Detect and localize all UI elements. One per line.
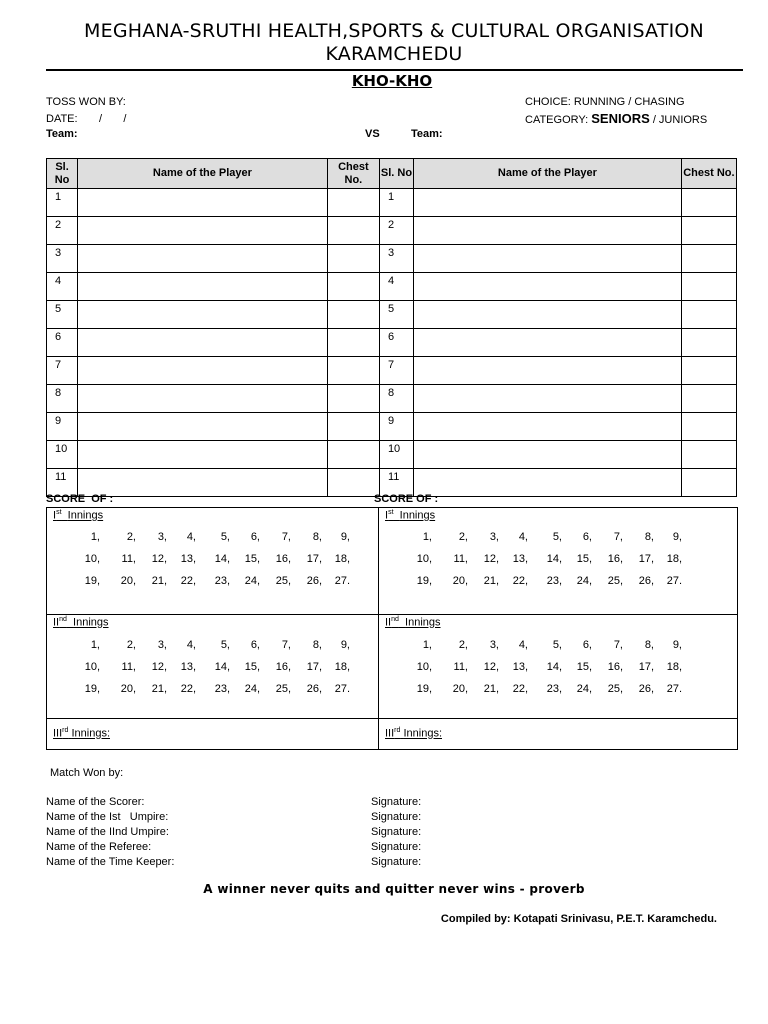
player-name-right-cell[interactable] [414,357,682,385]
player-name-left-cell[interactable] [78,189,328,217]
first-innings-left-score-number[interactable]: 21, [151,575,167,587]
first-innings-left-score-number[interactable]: 5, [220,531,230,543]
player-name-right-cell[interactable] [414,189,682,217]
header-sl-no-right: Sl. No [379,159,413,189]
second-innings-right-score-number[interactable]: 10, [416,661,432,673]
first-innings-right-score-number[interactable]: 6, [582,531,592,543]
vs-label: VS [365,128,380,140]
second-innings-left-score-number[interactable]: 14, [214,661,230,673]
second-innings-right-score-number[interactable]: 26, [638,683,654,695]
chest-no-left-cell[interactable] [327,469,379,497]
sl-no-left-cell: 9 [47,413,78,441]
chest-no-left-cell[interactable] [327,217,379,245]
chest-no-right-cell[interactable] [681,273,736,301]
second-innings-left-score-number[interactable]: 12, [151,661,167,673]
first-innings-left-score-number[interactable]: 7, [281,531,291,543]
first-innings-right-score-number[interactable]: 4, [518,531,528,543]
game-title: KHO-KHO [351,72,433,90]
chest-no-right-cell[interactable] [681,245,736,273]
second-innings-left-score-number[interactable]: 26, [306,683,322,695]
first-innings-left-score-number[interactable]: 26, [306,575,322,587]
second-innings-right-score-number[interactable]: 11, [453,661,468,673]
chest-no-left-cell[interactable] [327,385,379,413]
second-innings-left-score-number[interactable]: 25, [275,683,291,695]
first-innings-left-score-number[interactable]: 15, [244,553,260,565]
first-innings-left-score-number[interactable]: 18, [334,553,350,565]
second-innings-left-score-number[interactable]: 2, [126,639,136,651]
second-innings-right-score-number[interactable]: 1, [422,639,432,651]
official-name-label: Name of the Scorer: [46,796,145,808]
date-label: DATE: / / [46,113,127,125]
chest-no-left-cell[interactable] [327,245,379,273]
first-innings-right-score-number[interactable]: 19, [416,575,432,587]
innings-divider-2 [46,718,738,719]
second-innings-left-score-number[interactable]: 13, [180,661,196,673]
table-row [47,441,737,469]
first-innings-right-score-number[interactable]: 26, [638,575,654,587]
chest-no-right-cell[interactable] [681,217,736,245]
chest-no-right-cell[interactable] [681,357,736,385]
second-innings-left-score-number[interactable]: 10, [84,661,100,673]
player-name-left-cell[interactable] [78,245,328,273]
sl-no-left-cell: 4 [47,273,78,301]
first-innings-right-score-number[interactable]: 13, [512,553,528,565]
first-innings-right-score-number[interactable]: 1, [422,531,432,543]
players-table-body [47,189,737,497]
second-innings-right-score-number[interactable]: 18, [666,661,682,673]
first-innings-left-score-number[interactable]: 24, [244,575,260,587]
first-innings-left-score-number[interactable]: 19, [84,575,100,587]
category-juniors: / JUNIORS [652,114,708,126]
sl-no-right-cell: 3 [379,245,413,273]
sl-no-left-cell: 3 [47,245,78,273]
third-innings-label-left: IIIrd Innings: [53,727,110,740]
chest-no-right-cell[interactable] [681,385,736,413]
second-innings-right-score-number[interactable]: 20, [452,683,468,695]
first-innings-left-score-number[interactable]: 12, [151,553,167,565]
official-name-label: Name of the Time Keeper: [46,856,175,868]
second-innings-right-score-number[interactable]: 6, [582,639,592,651]
sl-no-right-cell: 6 [379,329,413,357]
first-innings-right-score-number[interactable]: 2, [458,531,468,543]
sl-no-left-cell: 7 [47,357,78,385]
table-row [47,217,737,245]
second-innings-left-score-number[interactable]: 8, [312,639,322,651]
first-innings-right-score-number[interactable]: 18, [666,553,682,565]
first-innings-label-right: Ist Innings [385,509,436,522]
second-innings-right-score-number[interactable]: 7, [613,639,623,651]
first-innings-left-score-number[interactable]: 8, [312,531,322,543]
first-innings-right-score-number[interactable]: 15, [576,553,592,565]
sl-no-left-cell: 5 [47,301,78,329]
sl-no-right-cell: 11 [379,469,413,497]
header-sl-no-left: Sl. No [47,159,78,189]
first-innings-right-score-number[interactable]: 23, [546,575,562,587]
signature-label: Signature: [371,796,422,808]
first-innings-right-score-number[interactable]: 5, [552,531,562,543]
signature-label: Signature: [371,841,422,853]
chest-no-left-cell[interactable] [327,329,379,357]
player-name-right-cell[interactable] [414,245,682,273]
second-innings-left-score-number[interactable]: 19, [84,683,100,695]
first-innings-right-score-number[interactable]: 27. [666,575,682,587]
category-line [525,111,707,126]
chest-no-left-cell[interactable] [327,441,379,469]
first-innings-right-score-number[interactable]: 8, [644,531,654,543]
players-table-header [47,159,737,189]
second-innings-left-score-number[interactable]: 22, [180,683,196,695]
second-innings-right-score-number[interactable]: 3, [489,639,499,651]
second-innings-right-score-number[interactable]: 21, [483,683,499,695]
sl-no-left-cell: 2 [47,217,78,245]
second-innings-left-score-number[interactable]: 24, [244,683,260,695]
second-innings-right-score-number[interactable]: 24, [576,683,592,695]
first-innings-left-score-number[interactable]: 25, [275,575,291,587]
score-of-left: SCORE OF : [46,493,114,505]
table-row [47,301,737,329]
first-innings-left-score-number[interactable]: 4, [186,531,196,543]
first-innings-left-score-number[interactable]: 6, [250,531,260,543]
sl-no-right-cell: 10 [379,441,413,469]
second-innings-left-score-number[interactable]: 21, [151,683,167,695]
sl-no-left-cell: 8 [47,385,78,413]
first-innings-left-score-number[interactable]: 14, [214,553,230,565]
first-innings-left-score-number[interactable]: 23, [214,575,230,587]
second-innings-right-score-number[interactable]: 8, [644,639,654,651]
player-name-right-cell[interactable] [414,217,682,245]
innings-divider-1 [46,614,738,615]
second-innings-right-score-number[interactable]: 9, [672,639,682,651]
header-divider [46,69,743,71]
second-innings-left-score-number[interactable]: 18, [334,661,350,673]
table-row [47,189,737,217]
sl-no-left-cell: 1 [47,189,78,217]
first-innings-left-score-number[interactable]: 20, [120,575,136,587]
chest-no-left-cell[interactable] [327,189,379,217]
second-innings-right-score-number[interactable]: 13, [512,661,528,673]
player-name-left-cell[interactable] [78,469,328,497]
players-table [46,158,737,497]
first-innings-right-score-number[interactable]: 20, [452,575,468,587]
chest-no-left-cell[interactable] [327,413,379,441]
signature-label: Signature: [371,811,422,823]
first-innings-left-score-number[interactable]: 22, [180,575,196,587]
player-name-right-cell[interactable] [414,301,682,329]
player-name-right-cell[interactable] [414,329,682,357]
first-innings-right-score-number[interactable]: 9, [672,531,682,543]
first-innings-right-score-number[interactable]: 3, [489,531,499,543]
second-innings-left-score-number[interactable]: 15, [244,661,260,673]
table-row [47,273,737,301]
table-row [47,245,737,273]
first-innings-left-score-number[interactable]: 2, [126,531,136,543]
sl-no-right-cell: 1 [379,189,413,217]
header-player-name-right: Name of the Player [414,159,682,189]
first-innings-right-score-number[interactable]: 16, [607,553,623,565]
third-innings-label-right: IIIrd Innings: [385,727,442,740]
player-name-right-cell[interactable] [414,273,682,301]
sl-no-right-cell: 2 [379,217,413,245]
header-chest-no-left: Chest No. [327,159,379,189]
first-innings-label-left: Ist Innings [53,509,104,522]
player-name-right-cell[interactable] [414,385,682,413]
proverb-quote: A winner never quits and quitter never wins - proverb [203,882,585,896]
chest-no-right-cell[interactable] [681,329,736,357]
match-won-label: Match Won by: [50,767,124,779]
first-innings-right-score-number[interactable]: 14, [546,553,562,565]
choice-label: CHOICE: RUNNING / CHASING [525,96,685,108]
first-innings-right-score-number[interactable]: 12, [483,553,499,565]
first-innings-right-score-number[interactable]: 24, [576,575,592,587]
sl-no-right-cell: 7 [379,357,413,385]
player-name-right-cell[interactable] [414,441,682,469]
second-innings-right-score-number[interactable]: 16, [607,661,623,673]
second-innings-left-score-number[interactable]: 6, [250,639,260,651]
sl-no-left-cell: 10 [47,441,78,469]
sl-no-right-cell: 4 [379,273,413,301]
player-name-left-cell[interactable] [78,385,328,413]
player-name-left-cell[interactable] [78,301,328,329]
chest-no-right-cell[interactable] [681,441,736,469]
second-innings-right-score-number[interactable]: 2, [458,639,468,651]
sl-no-right-cell: 8 [379,385,413,413]
second-innings-left-score-number[interactable]: 4, [186,639,196,651]
category-label: CATEGORY: [525,114,589,126]
team-label-left: Team: [46,128,78,140]
first-innings-left-score-number[interactable]: 11, [121,553,136,565]
sl-no-left-cell: 11 [47,469,78,497]
compiled-by: Compiled by: Kotapati Srinivasu, P.E.T. Karamchedu. [440,913,717,925]
second-innings-left-score-number[interactable]: 5, [220,639,230,651]
first-innings-right-score-number[interactable]: 11, [453,553,468,565]
organisation-name: MEGHANA-SRUTHI HEALTH,SPORTS & CULTURAL ORGANISATION [84,20,704,42]
chest-no-left-cell[interactable] [327,301,379,329]
first-innings-right-score-number[interactable]: 21, [483,575,499,587]
official-name-label: Name of the Ist Umpire: [46,811,169,823]
second-innings-label-right: IInd Innings [385,616,441,629]
score-of-right: SCORE OF : [374,493,439,505]
first-innings-left-score-number[interactable]: 1, [90,531,100,543]
first-innings-right-score-number[interactable]: 10, [416,553,432,565]
second-innings-right-score-number[interactable]: 23, [546,683,562,695]
organisation-place: KARAMCHEDU [325,43,463,65]
second-innings-left-score-number[interactable]: 11, [121,661,136,673]
first-innings-left-score-number[interactable]: 27. [334,575,350,587]
chest-no-left-cell[interactable] [327,273,379,301]
second-innings-left-score-number[interactable]: 9, [340,639,350,651]
second-innings-right-score-number[interactable]: 25, [607,683,623,695]
first-innings-left-score-number[interactable]: 16, [275,553,291,565]
player-name-left-cell[interactable] [78,357,328,385]
table-row [47,329,737,357]
second-innings-left-score-number[interactable]: 7, [281,639,291,651]
second-innings-right-score-number[interactable]: 27. [666,683,682,695]
chest-no-right-cell[interactable] [681,301,736,329]
player-name-right-cell[interactable] [414,469,682,497]
second-innings-left-score-number[interactable]: 1, [90,639,100,651]
official-name-label: Name of the Referee: [46,841,152,853]
second-innings-right-score-number[interactable]: 22, [512,683,528,695]
chest-no-right-cell[interactable] [681,469,736,497]
table-row [47,413,737,441]
category-seniors: SENIORS [591,111,650,126]
first-innings-right-score-number[interactable]: 7, [613,531,623,543]
second-innings-left-score-number[interactable]: 27. [334,683,350,695]
first-innings-left-score-number[interactable]: 13, [180,553,196,565]
sl-no-right-cell: 9 [379,413,413,441]
first-innings-right-score-number[interactable]: 17, [638,553,654,565]
second-innings-right-score-number[interactable]: 4, [518,639,528,651]
score-box-divider [378,507,379,750]
second-innings-left-score-number[interactable]: 16, [275,661,291,673]
second-innings-right-score-number[interactable]: 15, [576,661,592,673]
first-innings-left-score-number[interactable]: 17, [306,553,322,565]
player-name-left-cell[interactable] [78,441,328,469]
second-innings-right-score-number[interactable]: 19, [416,683,432,695]
first-innings-right-score-number[interactable]: 22, [512,575,528,587]
chest-no-right-cell[interactable] [681,413,736,441]
sl-no-left-cell: 6 [47,329,78,357]
header-player-name-left: Name of the Player [78,159,328,189]
chest-no-right-cell[interactable] [681,189,736,217]
player-name-left-cell[interactable] [78,329,328,357]
second-innings-right-score-number[interactable]: 17, [638,661,654,673]
official-name-label: Name of the IInd Umpire: [46,826,169,838]
second-innings-right-score-number[interactable]: 5, [552,639,562,651]
toss-won-label: TOSS WON BY: [46,96,126,108]
header-chest-no-right: Chest No. [681,159,736,189]
second-innings-left-score-number[interactable]: 20, [120,683,136,695]
sl-no-right-cell: 5 [379,301,413,329]
first-innings-left-score-number[interactable]: 10, [84,553,100,565]
second-innings-left-score-number[interactable]: 23, [214,683,230,695]
player-name-left-cell[interactable] [78,413,328,441]
player-name-right-cell[interactable] [414,413,682,441]
signature-label: Signature: [371,826,422,838]
second-innings-right-score-number[interactable]: 12, [483,661,499,673]
second-innings-label-left: IInd Innings [53,616,109,629]
second-innings-left-score-number[interactable]: 3, [157,639,167,651]
first-innings-right-score-number[interactable]: 25, [607,575,623,587]
second-innings-left-score-number[interactable]: 17, [306,661,322,673]
team-label-right: Team: [411,128,443,140]
table-row [47,357,737,385]
first-innings-left-score-number[interactable]: 3, [157,531,167,543]
first-innings-left-score-number[interactable]: 9, [340,531,350,543]
chest-no-left-cell[interactable] [327,357,379,385]
signature-label: Signature: [371,856,422,868]
player-name-left-cell[interactable] [78,273,328,301]
second-innings-right-score-number[interactable]: 14, [546,661,562,673]
player-name-left-cell[interactable] [78,217,328,245]
table-row [47,385,737,413]
